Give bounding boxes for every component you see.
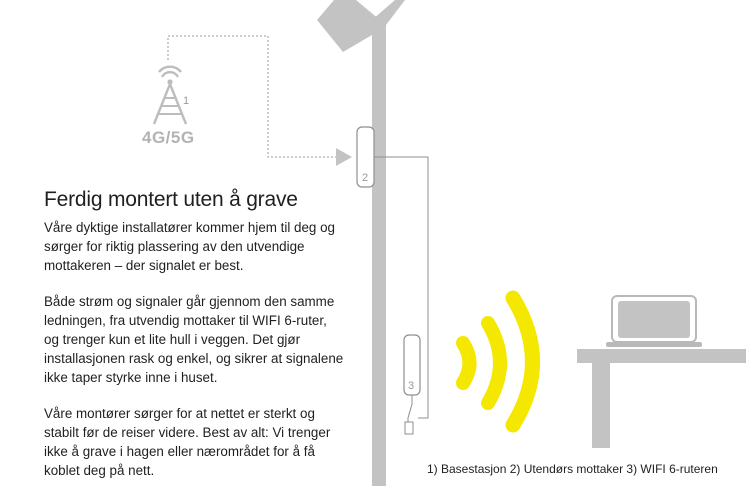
wall-socket xyxy=(405,422,413,434)
diagram-caption: 1) Basestasjon 2) Utendørs mottaker 3) WIFI 6-ruteren xyxy=(427,462,718,476)
wifi-signal-icon xyxy=(463,298,533,425)
router-number: 3 xyxy=(408,380,415,392)
laptop-icon xyxy=(606,296,702,347)
tower-number: 1 xyxy=(183,95,190,107)
receiver-number: 2 xyxy=(362,172,369,184)
table-icon xyxy=(577,349,746,448)
tower-label: 4G/5G xyxy=(142,128,195,147)
paragraph-intro: Våre dyktige installatører kommer hjem til deg og sørger for riktig plassering av den utvendige mottakeren – der signalet er best. xyxy=(44,220,335,273)
signal-path-arrowhead xyxy=(336,148,352,166)
page-heading: Ferdig montert uten å grave xyxy=(44,188,298,211)
paragraph-installers: Våre montører sørger for at nettet er sterkt og stabilt før de reiser videre. Best av alt: Vi trenger ikke å grave i hagen eller nærområdet for å få koblet deg på nett. xyxy=(44,406,331,478)
info-text-block xyxy=(44,188,344,497)
paragraph-cable: Både strøm og signaler går gjennom den samme ledningen, fra utvendig mottaker til WIFI 6-ruter, og trenger kun et lite hull i veggen. Det gjør installasjonen rask og enkel, og sikrer at signalene ikke taper styrke inne i huset. xyxy=(44,294,344,385)
cell-tower-icon xyxy=(154,67,186,124)
